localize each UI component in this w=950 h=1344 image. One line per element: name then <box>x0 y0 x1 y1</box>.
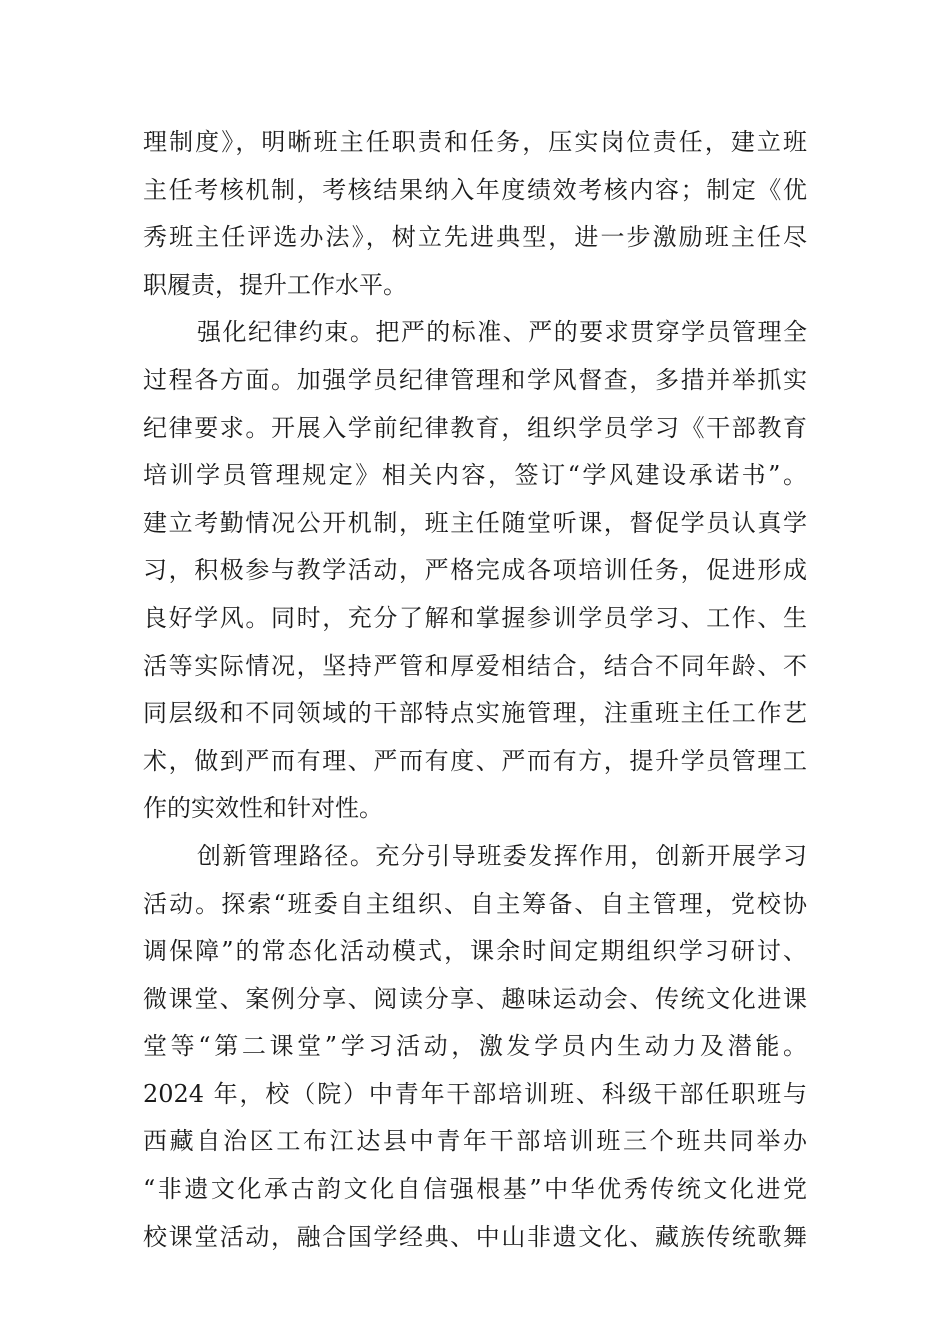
text-line: 术，做到严而有理、严而有度、严而有方，提升学员管理工 <box>143 746 807 775</box>
text-line: 培训学员管理规定》相关内容，签订“学风建设承诺书”。 <box>143 461 807 490</box>
text-line: 理制度》，明晰班主任职责和任务，压实岗位责任，建立班 <box>143 128 807 156</box>
text-line: 堂等“第二课堂”学习活动，激发学员内生动力及潜能。 <box>143 1032 807 1061</box>
text-line: “非遗文化承古韵文化自信强根基”中华优秀传统文化进党 <box>143 1175 807 1204</box>
text-line: 良好学风。同时，充分了解和掌握参训学员学习、工作、生 <box>143 603 807 632</box>
text-line: 职履责，提升工作水平。 <box>143 270 407 299</box>
text-line: 作的实效性和针对性。 <box>143 794 383 823</box>
text-line: 秀班主任评选办法》，树立先进典型，进一步激励班主任尽 <box>143 223 807 252</box>
text-line: 主任考核机制，考核结果纳入年度绩效考核内容；制定《优 <box>143 175 807 204</box>
text-line: 纪律要求。开展入学前纪律教育，组织学员学习《干部教育 <box>143 413 807 442</box>
text-line: 活动。探索“班委自主组织、自主筹备、自主管理，党校协 <box>143 889 807 918</box>
paragraph <box>143 833 807 1261</box>
text-line: 同层级和不同领域的干部特点实施管理，注重班主任工作艺 <box>143 699 807 728</box>
text-line: 习，积极参与教学活动，严格完成各项培训任务，促进形成 <box>143 556 807 585</box>
text-line: 微课堂、案例分享、阅读分享、趣味运动会、传统文化进课 <box>143 984 807 1013</box>
text-line: 校课堂活动，融合国学经典、中山非遗文化、藏族传统歌舞 <box>143 1222 807 1251</box>
text-line: 建立考勤情况公开机制，班主任随堂听课，督促学员认真学 <box>143 508 807 537</box>
text-line: 西藏自治区工布江达县中青年干部培训班三个班共同举办 <box>143 1127 807 1156</box>
document-body <box>143 119 807 1261</box>
text-line: 创新管理路径。充分引导班委发挥作用，创新开展学习 <box>197 841 807 870</box>
text-line: 调保障”的常态化活动模式，课余时间定期组织学习研讨、 <box>143 937 807 966</box>
text-line: 强化纪律约束。把严的标准、严的要求贯穿学员管理全 <box>197 318 807 347</box>
text-line: 过程各方面。加强学员纪律管理和学风督查，多措并举抓实 <box>143 365 807 394</box>
paragraph <box>143 119 807 309</box>
text-line: 2024 年，校（院）中青年干部培训班、科级干部任职班与 <box>143 1079 807 1108</box>
paragraph <box>143 309 807 833</box>
text-line: 活等实际情况，坚持严管和厚爱相结合，结合不同年龄、不 <box>143 651 807 680</box>
